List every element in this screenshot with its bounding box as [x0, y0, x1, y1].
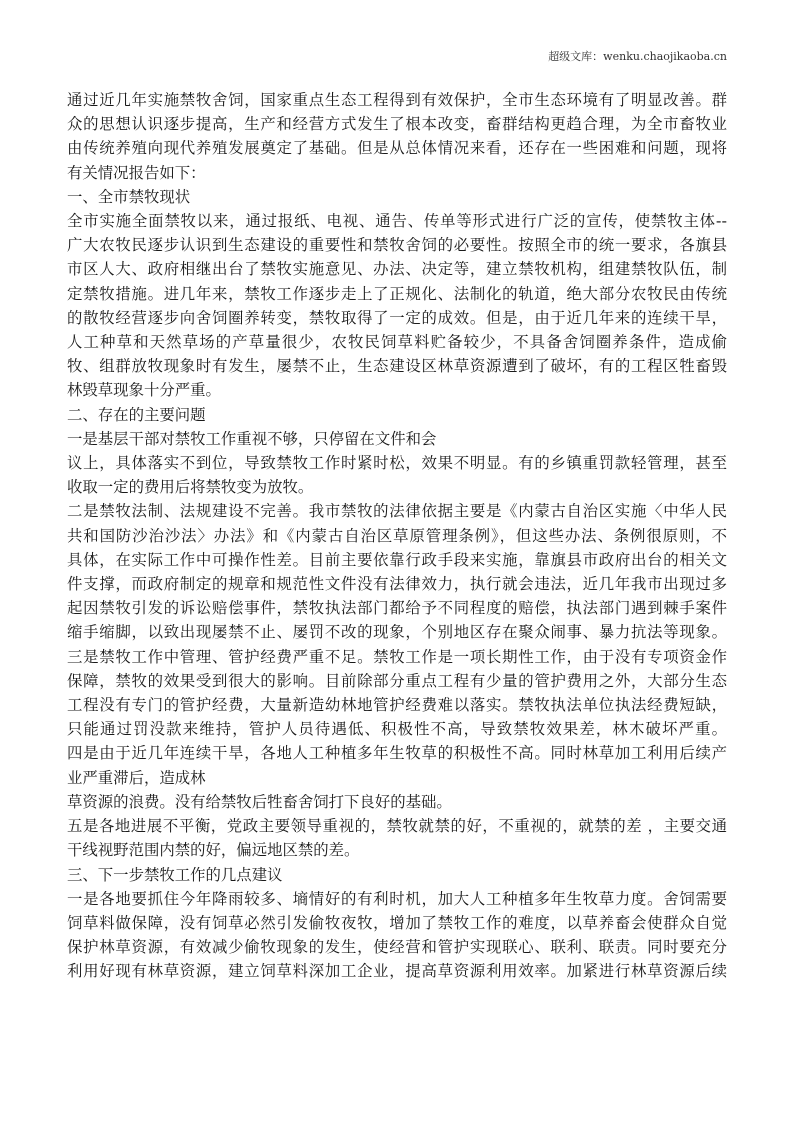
text-line: 广大农牧民逐步认识到生态建设的重要性和禁牧舍饲的必要性。按照全市的统一要求，各旗县: [67, 236, 727, 255]
section-heading: 二、存在的主要问题: [67, 405, 206, 424]
section-heading: 三、下一步禁牧工作的几点建议: [67, 865, 283, 884]
text-line: 众的思想认识逐步提高，生产和经营方式发生了根本改变，畜群结构更趋合理，为全市畜牧业: [67, 115, 727, 134]
text-line: 一是各地要抓住今年降雨较多、墒情好的有利时机，加大人工种植多年生牧草力度。舍饲需要: [67, 889, 727, 908]
text-line: 五是各地进展不平衡，党政主要领导重视的，禁牧就禁的好，不重视的，就禁的差 ，主要交通: [67, 817, 727, 836]
text-line: 定禁牧措施。进几年来，禁牧工作逐步走上了正规化、法制化的轨道，绝大部分农牧民由传统: [67, 284, 727, 303]
text-line: 干线视野范围内禁的好，偏远地区禁的差。: [67, 841, 360, 860]
text-line: 起因禁牧引发的诉讼赔偿事件，禁牧执法部门都给予不同程度的赔偿，执法部门遇到棘手案件: [67, 599, 727, 618]
text-line: 的散牧经营逐步向舍饲圈养转变，禁牧取得了一定的成效。但是，由于近几年来的连续干旱，: [67, 308, 727, 327]
text-line: 保障，禁牧的效果受到很大的影响。目前除部分重点工程有少量的管护费用之外，大部分生态: [67, 671, 727, 690]
site-watermark-header: 超级文库：wenku.chaojikaoba.cn: [548, 50, 727, 63]
text-line: 人工种草和天然草场的产草量很少，农牧民饲草料贮备较少，不具备舍饲圈养条件，造成偷: [67, 333, 727, 352]
section-heading: 一、全市禁牧现状: [67, 187, 191, 206]
text-line: 草资源的浪费。没有给禁牧后牲畜舍饲打下良好的基础。: [67, 792, 452, 811]
text-line: 一是基层干部对禁牧工作重视不够，只停留在文件和会: [67, 429, 437, 448]
text-line: 有关情况报告如下：: [67, 163, 206, 182]
text-line: 收取一定的费用后将禁牧变为放牧。: [67, 478, 314, 497]
text-line: 缩手缩脚，以致出现屡禁不止、屡罚不改的现象，个别地区存在聚众闹事、暴力抗法等现象。: [67, 623, 727, 642]
text-line: 市区人大、政府相继出台了禁牧实施意见、办法、决定等，建立禁牧机构，组建禁牧队伍，制: [67, 260, 727, 279]
text-line: 三是禁牧工作中管理、管护经费严重不足。禁牧工作是一项长期性工作，由于没有专项资金作: [67, 647, 727, 666]
text-line: 饲草料做保障，没有饲草必然引发偷牧夜牧，增加了禁牧工作的难度，以草养畜会使群众自觉: [67, 913, 727, 932]
text-line: 具体，在实际工作中可操作性差。目前主要依靠行政手段来实施，靠旗县市政府出台的相关文: [67, 550, 727, 569]
text-line: 四是由于近几年连续干旱，各地人工种植多年生牧草的积极性不高。同时林草加工利用后续产: [67, 744, 727, 763]
text-line: 二是禁牧法制、法规建设不完善。我市禁牧的法律依据主要是《内蒙古自治区实施〈中华人民: [67, 502, 727, 521]
text-line: 件支撑，而政府制定的规章和规范性文件没有法律效力，执行就会违法，近几年我市出现过多: [67, 575, 727, 594]
text-line: 共和国防沙治沙法〉办法》和《内蒙古自治区草原管理条例》，但这些办法、条例很原则，不: [67, 526, 727, 545]
text-line: 业严重滞后，造成林: [67, 768, 206, 787]
text-line: 全市实施全面禁牧以来，通过报纸、电视、通告、传单等形式进行广泛的宣传，使禁牧主体--: [67, 212, 727, 231]
document-body: [67, 88, 727, 984]
text-line: 牧、组群放牧现象时有发生，屡禁不止，生态建设区林草资源遭到了破坏，有的工程区牲畜毁: [67, 357, 727, 376]
text-line: 保护林草资源，有效减少偷牧现象的发生，使经营和管护实现联心、联利、联责。同时要充分: [67, 938, 727, 957]
text-line: 林毁草现象十分严重。: [67, 381, 221, 400]
text-line: 工程没有专门的管护经费，大量新造幼林地管护经费难以落实。禁牧执法单位执法经费短缺，: [67, 696, 727, 715]
text-line: 只能通过罚没款来维持，管护人员待遇低、积极性不高，导致禁牧效果差，林木破坏严重。: [67, 720, 727, 739]
text-line: 利用好现有林草资源，建立饲草料深加工企业，提高草资源利用效率。加紧进行林草资源后续: [67, 962, 727, 981]
text-line: 议上，具体落实不到位，导致禁牧工作时紧时松，效果不明显。有的乡镇重罚款轻管理，甚至: [67, 454, 727, 473]
text-line: 通过近几年实施禁牧舍饲，国家重点生态工程得到有效保护，全市生态环境有了明显改善。群: [67, 91, 727, 109]
text-line: 由传统养殖向现代养殖发展奠定了基础。但是从总体情况来看，还存在一些困难和问题，现将: [67, 139, 727, 158]
